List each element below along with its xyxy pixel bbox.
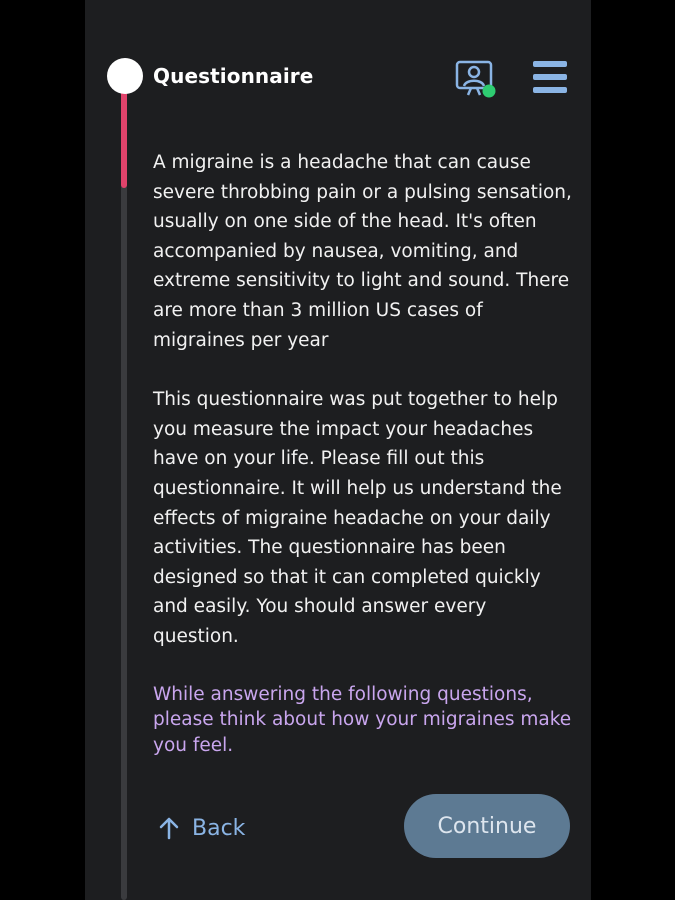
progress-timeline-fill	[121, 80, 127, 188]
timeline-node	[107, 58, 143, 94]
continue-button[interactable]: Continue	[404, 794, 570, 858]
arrow-up-icon	[158, 816, 180, 840]
progress-timeline-track	[121, 80, 127, 900]
page-title: Questionnaire	[153, 64, 314, 88]
intro-paragraph-1: A migraine is a headache that can cause severe throbbing pain or a pulsing sensation, usually on one side of the head. It's often accompanied by nausea, vomiting, and extreme sensitivity to light and sound. There are more than 3 million US cases of migraines per year	[153, 152, 572, 351]
questionnaire-intro	[153, 148, 573, 758]
online-status-icon	[483, 85, 496, 98]
back-button[interactable]	[158, 808, 245, 848]
video-profile-icon[interactable]	[454, 60, 498, 100]
intro-paragraph-2: This questionnaire was put together to help you measure the impact your headaches have on your life. Please fill out this questionnaire. It will help us understand the effects of migraine headache on your daily activities. The questionnaire has been designed so that it can completed quickly and easily. You should answer every question.	[153, 389, 562, 647]
hamburger-menu-icon[interactable]	[530, 60, 570, 96]
back-button-label: Back	[192, 815, 246, 841]
instruction-note: While answering the following questions, please think about how your migraines make you feel.	[153, 683, 572, 756]
